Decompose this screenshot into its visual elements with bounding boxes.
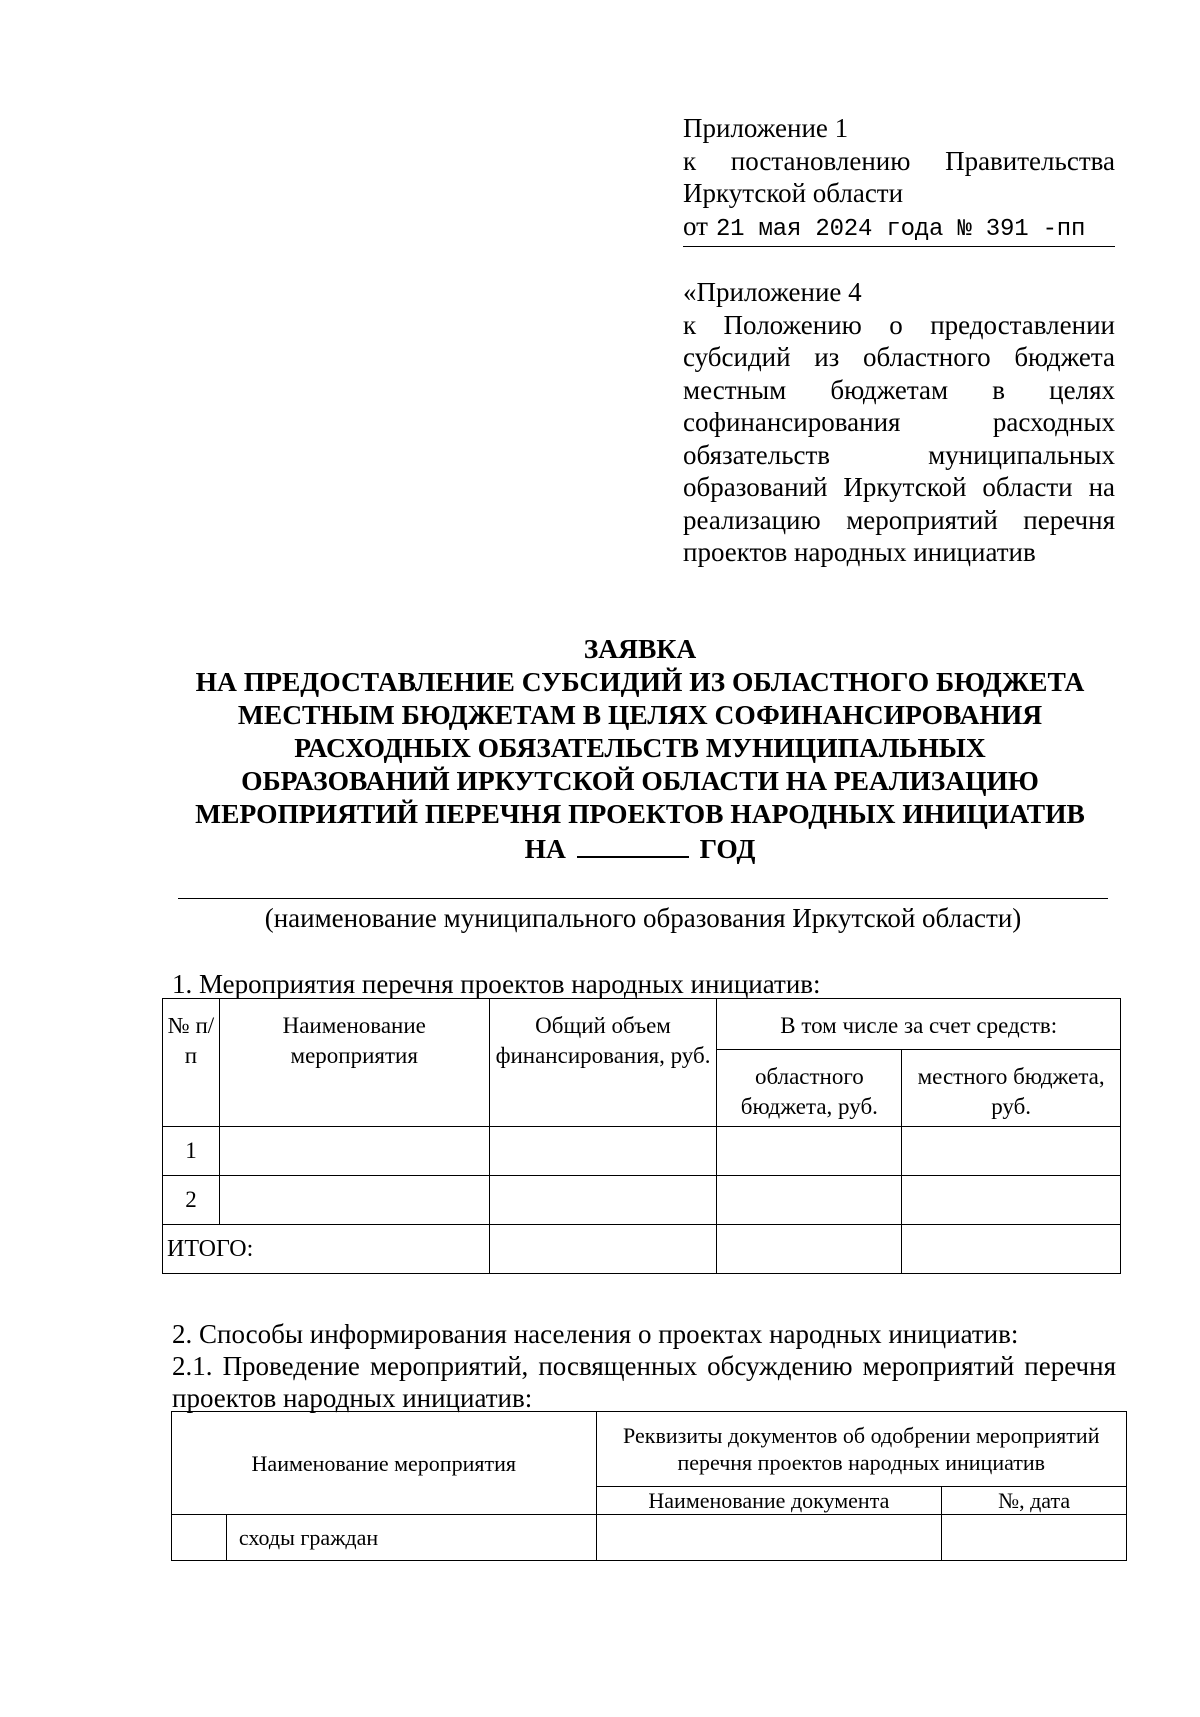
- col-group-header: В том числе за счет средств:: [717, 999, 1121, 1050]
- events-table-header: [163, 999, 1121, 1050]
- title-line-6: МЕРОПРИЯТИЙ ПЕРЕЧНЯ ПРОЕКТОВ НАРОДНЫХ ИНИЦИАТИВ: [195, 798, 1085, 829]
- annex4-block: [683, 276, 1115, 569]
- cell-regional[interactable]: [717, 1176, 902, 1225]
- annex1-date-value: 21 мая 2024 года № 391 -пп: [715, 215, 1086, 243]
- annex4-reference: к Положению о предоставлении субсидий из областного бюджета местным бюджетам в целях софинансирования расходных обязательств муниципальных образований Иркутской области на реализацию мероприятий перечня проектов народных инициатив: [683, 309, 1115, 567]
- document-title: [160, 632, 1120, 865]
- col-event-header: Наименование мероприятия: [172, 1412, 597, 1515]
- col-num-header: № п/п: [163, 999, 220, 1127]
- cell-regional-sum[interactable]: [717, 1225, 902, 1274]
- title-year-prefix: НА: [524, 833, 566, 864]
- title-line-4: РАСХОДНЫХ ОБЯЗАТЕЛЬСТВ МУНИЦИПАЛЬНЫХ: [294, 732, 986, 763]
- title-line-2: НА ПРЕДОСТАВЛЕНИЕ СУБСИДИЙ ИЗ ОБЛАСТНОГО БЮДЖЕТА: [195, 666, 1085, 697]
- row-number: 1: [163, 1127, 220, 1176]
- cell-doc-name[interactable]: [596, 1515, 942, 1561]
- annex1-block: [683, 112, 1115, 247]
- annex1-reference: к постановлению Правительства Иркутской области: [683, 145, 1115, 208]
- cell-event-name: сходы граждан: [226, 1515, 596, 1561]
- title-line-1: ЗАЯВКА: [583, 633, 697, 664]
- total-row: [163, 1225, 1121, 1274]
- section2-1-heading: 2.1. Проведение мероприятий, посвященных обсуждению мероприятий перечня проектов народных инициатив:: [172, 1351, 1116, 1413]
- col-doc-num-header: №, дата: [942, 1487, 1127, 1515]
- municipality-caption: (наименование муниципального образования Иркутской области): [264, 903, 1022, 933]
- annex4-title: «Приложение 4: [683, 277, 862, 307]
- municipality-name-field[interactable]: [178, 898, 1108, 899]
- annex1-title: Приложение 1: [683, 113, 849, 143]
- cell-name[interactable]: [219, 1176, 489, 1225]
- table-row: [172, 1515, 1127, 1561]
- annex1-date-line: [683, 210, 1115, 248]
- col-local-header: местного бюджета, руб.: [902, 1050, 1121, 1127]
- title-year-line: [160, 830, 1120, 865]
- col-name-header: Наименование мероприятия: [219, 999, 489, 1127]
- events-table: [162, 998, 1121, 1274]
- cell-total[interactable]: [489, 1127, 717, 1176]
- cell-regional[interactable]: [717, 1127, 902, 1176]
- discussion-table: [171, 1411, 1127, 1561]
- cell-total-sum[interactable]: [489, 1225, 717, 1274]
- title-line-3: МЕСТНЫМ БЮДЖЕТАМ В ЦЕЛЯХ СОФИНАНСИРОВАНИЯ: [237, 699, 1043, 730]
- section1-heading: 1. Мероприятия перечня проектов народных инициатив:: [172, 969, 821, 999]
- discussion-table-header: [172, 1412, 1127, 1487]
- table-row: [163, 1176, 1121, 1225]
- col-doc-name-header: Наименование документа: [596, 1487, 942, 1515]
- cell-local-sum[interactable]: [902, 1225, 1121, 1274]
- col-docs-header: Реквизиты документов об одобрении мероприятий перечня проектов народных инициатив: [596, 1412, 1126, 1487]
- cell-name[interactable]: [219, 1127, 489, 1176]
- table-row: [163, 1127, 1121, 1176]
- col-regional-header: областного бюджета, руб.: [717, 1050, 902, 1127]
- cell-local[interactable]: [902, 1176, 1121, 1225]
- annex1-date-prefix: от: [683, 210, 708, 241]
- row-number: 2: [163, 1176, 220, 1225]
- title-line-5: ОБРАЗОВАНИЙ ИРКУТСКОЙ ОБЛАСТИ НА РЕАЛИЗАЦИЮ: [241, 765, 1039, 796]
- title-year-suffix: ГОД: [699, 833, 756, 864]
- year-blank-field[interactable]: [577, 830, 689, 858]
- cell-local[interactable]: [902, 1127, 1121, 1176]
- total-label: ИТОГО:: [163, 1225, 490, 1274]
- cell-index[interactable]: [172, 1515, 227, 1561]
- cell-total[interactable]: [489, 1176, 717, 1225]
- cell-doc-num[interactable]: [942, 1515, 1127, 1561]
- col-total-header: Общий объем финансирования, руб.: [489, 999, 717, 1127]
- section2-heading: 2. Способы информирования населения о проектах народных инициатив:: [172, 1319, 1019, 1349]
